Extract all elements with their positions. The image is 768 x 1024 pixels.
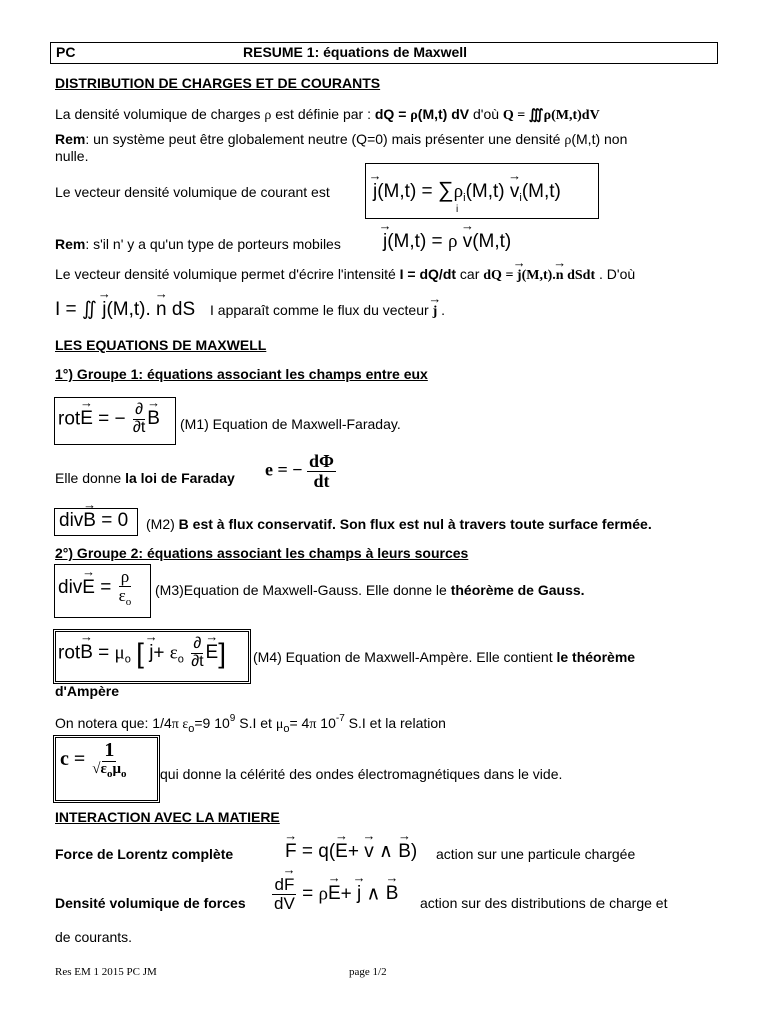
- text: d'où: [469, 106, 500, 122]
- lorentz-label: Force de Lorentz complète: [55, 846, 234, 862]
- group-1-heading: 1°) Groupe 1: équations associant les champs entre eux: [55, 366, 428, 382]
- force-density-formula: $\frac{d\to F}{dV}$ = ρ→ E+ → j ∧ → B: [272, 876, 398, 913]
- text: est définie par :: [271, 106, 375, 122]
- m4-text-cont: d'Ampère: [55, 683, 120, 699]
- text: =9 10: [194, 715, 230, 731]
- section-heading-maxwell: LES EQUATIONS DE MAXWELL: [55, 337, 267, 353]
- text: = 4: [289, 715, 310, 731]
- m1-text: (M1) Equation de Maxwell-Faraday.: [180, 416, 401, 432]
- remark-2: [55, 236, 341, 252]
- text: théorème de Gauss.: [450, 582, 585, 598]
- text: S.I et la relation: [344, 715, 446, 731]
- text: : un système peut être globalement neutre (Q=0) mais présenter une densité: [85, 131, 565, 147]
- remark-1-cont: nulle.: [55, 148, 89, 164]
- text: I = dQ/dt: [399, 266, 457, 282]
- single-carrier-formula: → j(M,t) = ρ → v(M,t): [383, 231, 511, 253]
- text: (M3)Equation de Maxwell-Gauss. Elle donne le: [155, 582, 451, 598]
- text: Elle donne: [55, 470, 126, 486]
- header-left: PC: [56, 44, 76, 60]
- text: Rem: [55, 131, 86, 147]
- constants-note: On notera que: 1/4π $\varepsilon_o=9$ $10^9$ S.I et $\mu_o= 4\pi$ $10^{-7}$ S.I et la relation: [55, 713, 446, 735]
- text: 10: [316, 715, 336, 731]
- flux-text: I apparaît comme le flux du vecteur → j .: [210, 302, 445, 320]
- footer-page: page 1/2: [349, 966, 387, 978]
- text: La densité volumique de charges: [55, 106, 265, 122]
- charge-density-line: La densité volumique de charges ρ est définie par : dQ = ρ(M,t) dV d'où Q = ∭ρ(M,t)dV: [55, 106, 600, 123]
- current-density-formula: → $j(M,t) = \sum\rho_i(M,t) \to v_i(M,t)$: [373, 177, 561, 204]
- section-heading-charges: DISTRIBUTION DE CHARGES ET DE COURANTS: [55, 75, 381, 91]
- m2-formula: div→ B = 0: [59, 510, 128, 532]
- text: B est à flux conservatif. Son flux est nul à travers toute surface fermée.: [178, 516, 652, 532]
- celerity-text: qui donne la célérité des ondes électromagnétiques dans le vide.: [160, 766, 563, 782]
- text: S.I et: [235, 715, 276, 731]
- footer-left: Res EM 1 2015 PC JM: [55, 966, 157, 978]
- text: car: [456, 266, 484, 282]
- m1-formula: rot→ E = − $\frac{\partial}{\partial t}$ → B: [58, 402, 160, 437]
- sum-index: i: [456, 204, 459, 215]
- force-density-label: Densité volumique de forces: [55, 895, 246, 911]
- remark-1: Rem: un système peut être globalement neutre (Q=0) mais présenter une densité ρ(M,t) non: [55, 131, 628, 148]
- faraday-formula: e = − $\frac{d\Phi}{dt}$: [265, 451, 334, 491]
- force-density-text: action sur des distributions de charge et: [420, 895, 668, 911]
- text: le théorème: [556, 649, 636, 665]
- m3-text: [155, 582, 585, 598]
- intensity-line: Le vecteur densité volumique permet d'écrire l'intensité I = dQ/dt car dQ = → j(M,t).→ n dSdt . D'où: [55, 266, 635, 284]
- text: la loi de Faraday: [125, 470, 235, 486]
- intensity-formula: I = ∬ → j(M,t). → n dS: [55, 298, 195, 321]
- text: Le vecteur densité volumique permet d'écrire l'intensité: [55, 266, 400, 282]
- m3-formula: div→ E = $\frac{\rho}{\varepsilon_o}$: [58, 568, 133, 608]
- text: Rem: [55, 236, 86, 252]
- m4-text: [253, 649, 635, 665]
- header-title: RESUME 1: équations de Maxwell: [243, 44, 468, 60]
- faraday-line: [55, 470, 235, 486]
- current-density-text: Le vecteur densité volumique de courant est: [55, 184, 330, 200]
- text: dQ =: [374, 106, 411, 122]
- text: On notera que: 1/4: [55, 715, 172, 731]
- text: : s'il n' y a qu'un type de porteurs mobiles: [85, 236, 341, 252]
- text: I apparaît comme le flux du vecteur: [210, 302, 433, 318]
- celerity-formula: c = $\frac{1}{√\varepsilon_o\mu_o}$: [60, 739, 127, 780]
- text: . D'où: [595, 266, 636, 282]
- text: (M2): [146, 516, 179, 532]
- text: (M4) Equation de Maxwell-Ampère. Elle contient: [253, 649, 557, 665]
- text: (M,t) non: [571, 131, 628, 147]
- section-heading-matter: INTERACTION AVEC LA MATIERE: [55, 809, 280, 825]
- text: (M,t) dV: [417, 106, 470, 122]
- m2-text: [146, 516, 652, 532]
- lorentz-text: action sur une particule chargée: [436, 846, 636, 862]
- m4-formula: $rot\to B = \mu_o$ [ → $j+ \varepsilon_o$ $\frac{\partial}{\partial t}$ → E]: [58, 636, 226, 671]
- group-2-heading: 2°) Groupe 2: équations associant les champs à leurs sources: [55, 545, 469, 561]
- force-density-text-cont: de courants.: [55, 929, 133, 945]
- lorentz-formula: → F = q(→ E+ → v ∧ → B): [285, 840, 417, 863]
